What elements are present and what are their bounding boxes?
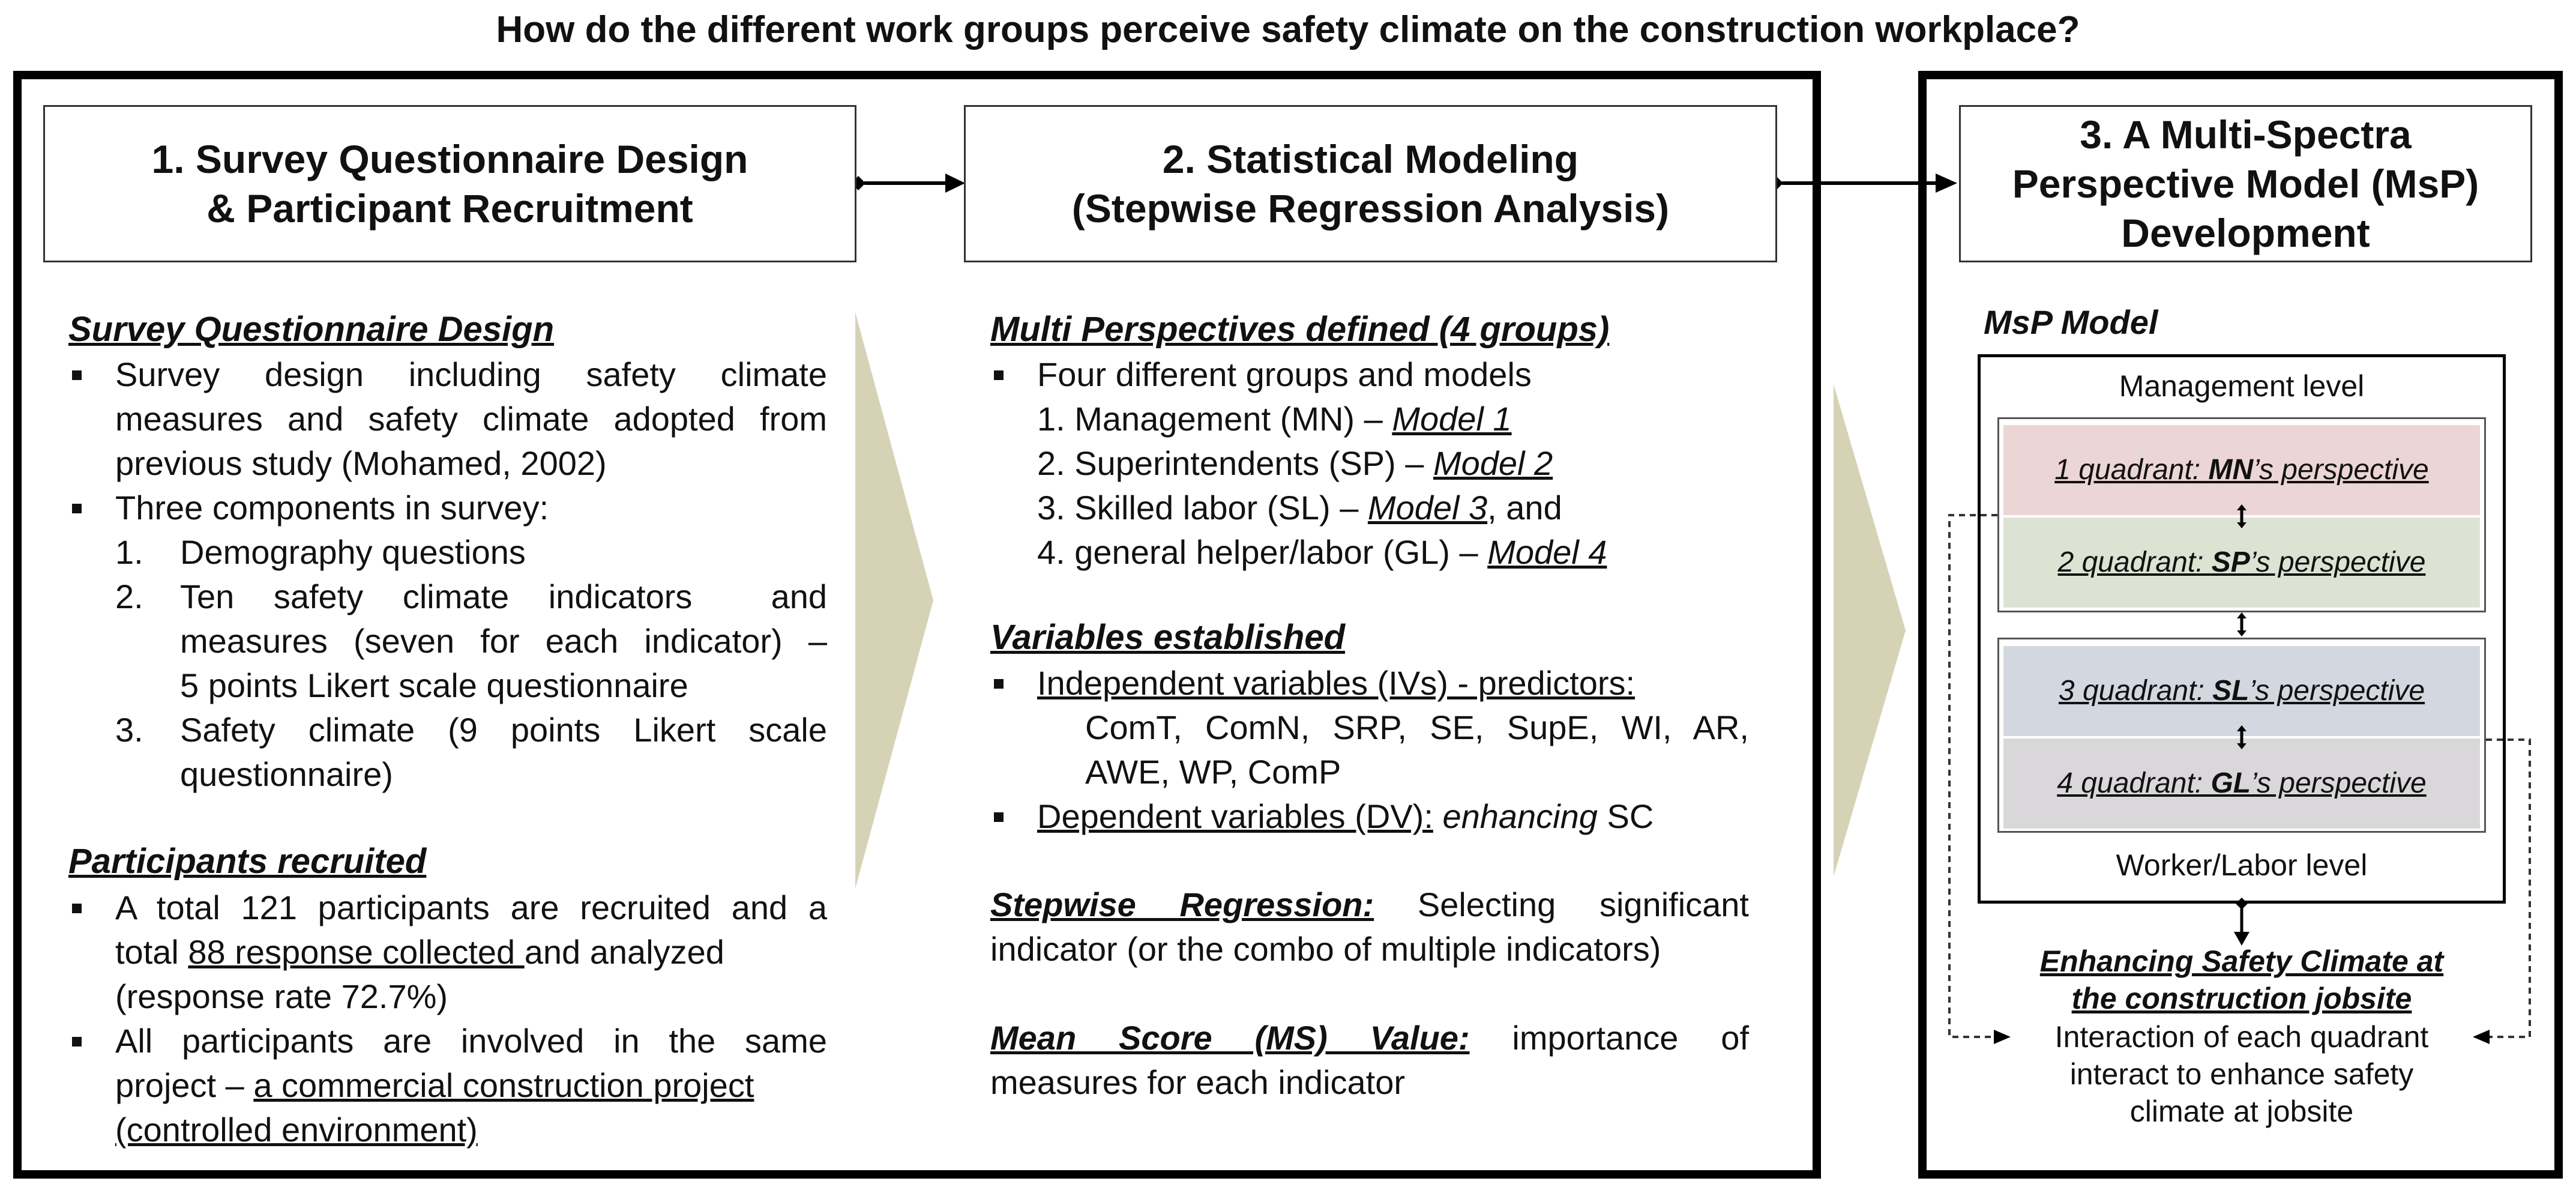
q4-pre: 4 quadrant: [2057, 767, 2211, 799]
survey-bullet1-line2: measures and safety climate adopted from [115, 400, 827, 438]
survey-bullet1-line3: previous study (Mohamed, 2002) [115, 444, 607, 482]
stepwise-text1: Selecting significant [1374, 886, 1749, 923]
step3-heading-line1: 3. A Multi-Spectra [2080, 112, 2412, 157]
participants-bullet2-line1: All participants are involved in the same [115, 1022, 827, 1060]
q1-post: ’s perspective [2253, 454, 2429, 486]
item2-number: 2. [115, 578, 143, 615]
step3-heading [1959, 105, 2532, 262]
q3-group: SL [2212, 675, 2249, 707]
step1-heading-line1: 1. Survey Questionnaire Design [151, 137, 748, 181]
chevron-arrow-2 [1834, 384, 1906, 877]
q4-post: ’s perspective [2251, 767, 2427, 799]
mean-score-text1: importance of [1469, 1019, 1750, 1057]
bullet-icon [72, 504, 82, 513]
p1-line2-post: and analyzed [524, 933, 724, 971]
worker-level-label: Worker/Labor level [2116, 848, 2368, 882]
q2-pre: 2 quadrant: [2057, 546, 2212, 578]
model-3-label: Model 3 [1367, 489, 1488, 527]
q1-group: MN [2208, 454, 2254, 486]
step3-heading-line2: Perspective Model (MsP) [2012, 162, 2479, 206]
variables-title: Variables established [990, 618, 1346, 657]
iv-list-line1: ComT, ComN, SRP, SE, SupE, WI, AR, [1085, 708, 1749, 746]
step1-heading-line2: & Participant Recruitment [206, 186, 693, 231]
stepwise-line1 [990, 883, 1749, 927]
participants-bullet2-line2 [115, 1063, 754, 1108]
model-1-label: Model 1 [1392, 400, 1512, 438]
groups-bullet: Four different groups and models [1037, 355, 1532, 393]
participants-bullet1-line1: A total 121 participants are recruited and a [115, 889, 827, 926]
mean-score-line2: measures for each indicator [990, 1063, 1406, 1101]
outcome-desc-line2: interact to enhance safety [2069, 1057, 2414, 1091]
item3-line1: Safety climate (9 points Likert scale [180, 711, 827, 749]
participants-bullet1-line2 [115, 930, 827, 974]
connector-1-2 [840, 171, 972, 195]
survey-design-title: Survey Questionnaire Design [68, 310, 555, 349]
dv-sc: SC [1597, 797, 1654, 835]
stepwise-line2: indicator (or the combo of multiple indicators) [990, 930, 1661, 968]
step2-heading [964, 105, 1777, 262]
chevron-arrow-1 [855, 312, 933, 889]
item3-number: 3. [115, 711, 143, 749]
mean-score-title: Mean Score (MS) Value: [990, 1019, 1470, 1057]
item2-line3: 5 points Likert scale questionnaire [180, 666, 688, 704]
quadrant-1-mn [2003, 425, 2480, 515]
diagram-title: How do the different work groups perceive safety climate on the construction workplace? [496, 9, 2080, 50]
item2-line1: Ten safety climate indicators and [180, 578, 827, 615]
bullet-icon [72, 904, 82, 913]
bullet-icon [994, 679, 1004, 689]
item1-text: Demography questions [180, 533, 526, 571]
survey-bullet1-line1: Survey design including safety climate [115, 355, 827, 393]
outcome-desc-line3: climate at jobsite [2129, 1095, 2354, 1128]
q3-post: ’s perspective [2249, 675, 2425, 707]
survey-bullet2: Three components in survey: [115, 489, 549, 527]
q3-pre: 3 quadrant: [2058, 675, 2213, 707]
group-model-2 [1037, 441, 1553, 486]
outcome-line1: Enhancing Safety Climate at [2039, 944, 2444, 978]
step2-heading-line2: (Stepwise Regression Analysis) [1071, 186, 1670, 231]
q4-group: GL [2210, 767, 2251, 799]
q2-group: SP [2211, 546, 2250, 578]
connector-2-3 [1762, 171, 1966, 195]
model-2-label: Model 2 [1433, 444, 1553, 482]
outcome-line2: the construction jobsite [2071, 982, 2412, 1015]
group-4-label: 4. general helper/labor (GL) – [1037, 533, 1488, 571]
p2-line2-pre: project – [115, 1066, 254, 1104]
model-4-label: Model 4 [1487, 533, 1607, 571]
item2-line2: measures (seven for each indicator) – [180, 622, 827, 660]
item3-line2: questionnaire) [180, 755, 393, 793]
q2-post: ’s perspective [2249, 546, 2426, 578]
bullet-icon [994, 370, 1004, 380]
step3-heading-line3: Development [2121, 211, 2370, 255]
q1-pre: 1 quadrant: [2054, 454, 2209, 486]
group-model-4 [1037, 530, 1607, 575]
bullet-icon [72, 370, 82, 380]
bullet-icon [994, 812, 1004, 822]
p2-line2-underlined: a commercial construction project [253, 1066, 754, 1104]
step2-heading-line1: 2. Statistical Modeling [1162, 137, 1579, 181]
dv-enhancing: enhancing [1442, 797, 1598, 835]
step1-heading [43, 105, 856, 262]
multi-perspectives-title: Multi Perspectives defined (4 groups) [990, 310, 1610, 349]
bullet-icon [72, 1037, 82, 1047]
item1-number: 1. [115, 533, 143, 571]
outcome-desc-line1: Interaction of each quadrant [2054, 1020, 2429, 1054]
mean-score-line1 [990, 1016, 1749, 1060]
group-3-label: 3. Skilled labor (SL) – [1037, 489, 1368, 527]
participants-title: Participants recruited [68, 842, 427, 881]
group-3-post: , and [1487, 489, 1562, 527]
participants-bullet2-line3: (controlled environment) [115, 1111, 478, 1149]
iv-label: Independent variables (IVs) - predictors: [1037, 664, 1636, 702]
iv-list-line2: AWE, WP, ComP [1085, 753, 1341, 791]
group-model-1 [1037, 397, 1512, 441]
p1-line2-underlined: 88 response collected [188, 933, 525, 971]
management-level-label: Management level [2119, 369, 2365, 403]
p1-line2-pre: total [115, 933, 188, 971]
dv-label: Dependent variables (DV): [1037, 797, 1433, 835]
participants-bullet1-line3: (response rate 72.7%) [115, 977, 448, 1015]
dv-line [1037, 794, 1654, 839]
group-model-3 [1037, 486, 1562, 530]
group-2-label: 2. Superintendents (SP) – [1037, 444, 1433, 482]
stepwise-title: Stepwise Regression: [990, 886, 1374, 923]
msp-model-title: MsP Model [1984, 303, 2158, 341]
group-1-label: 1. Management (MN) – [1037, 400, 1392, 438]
